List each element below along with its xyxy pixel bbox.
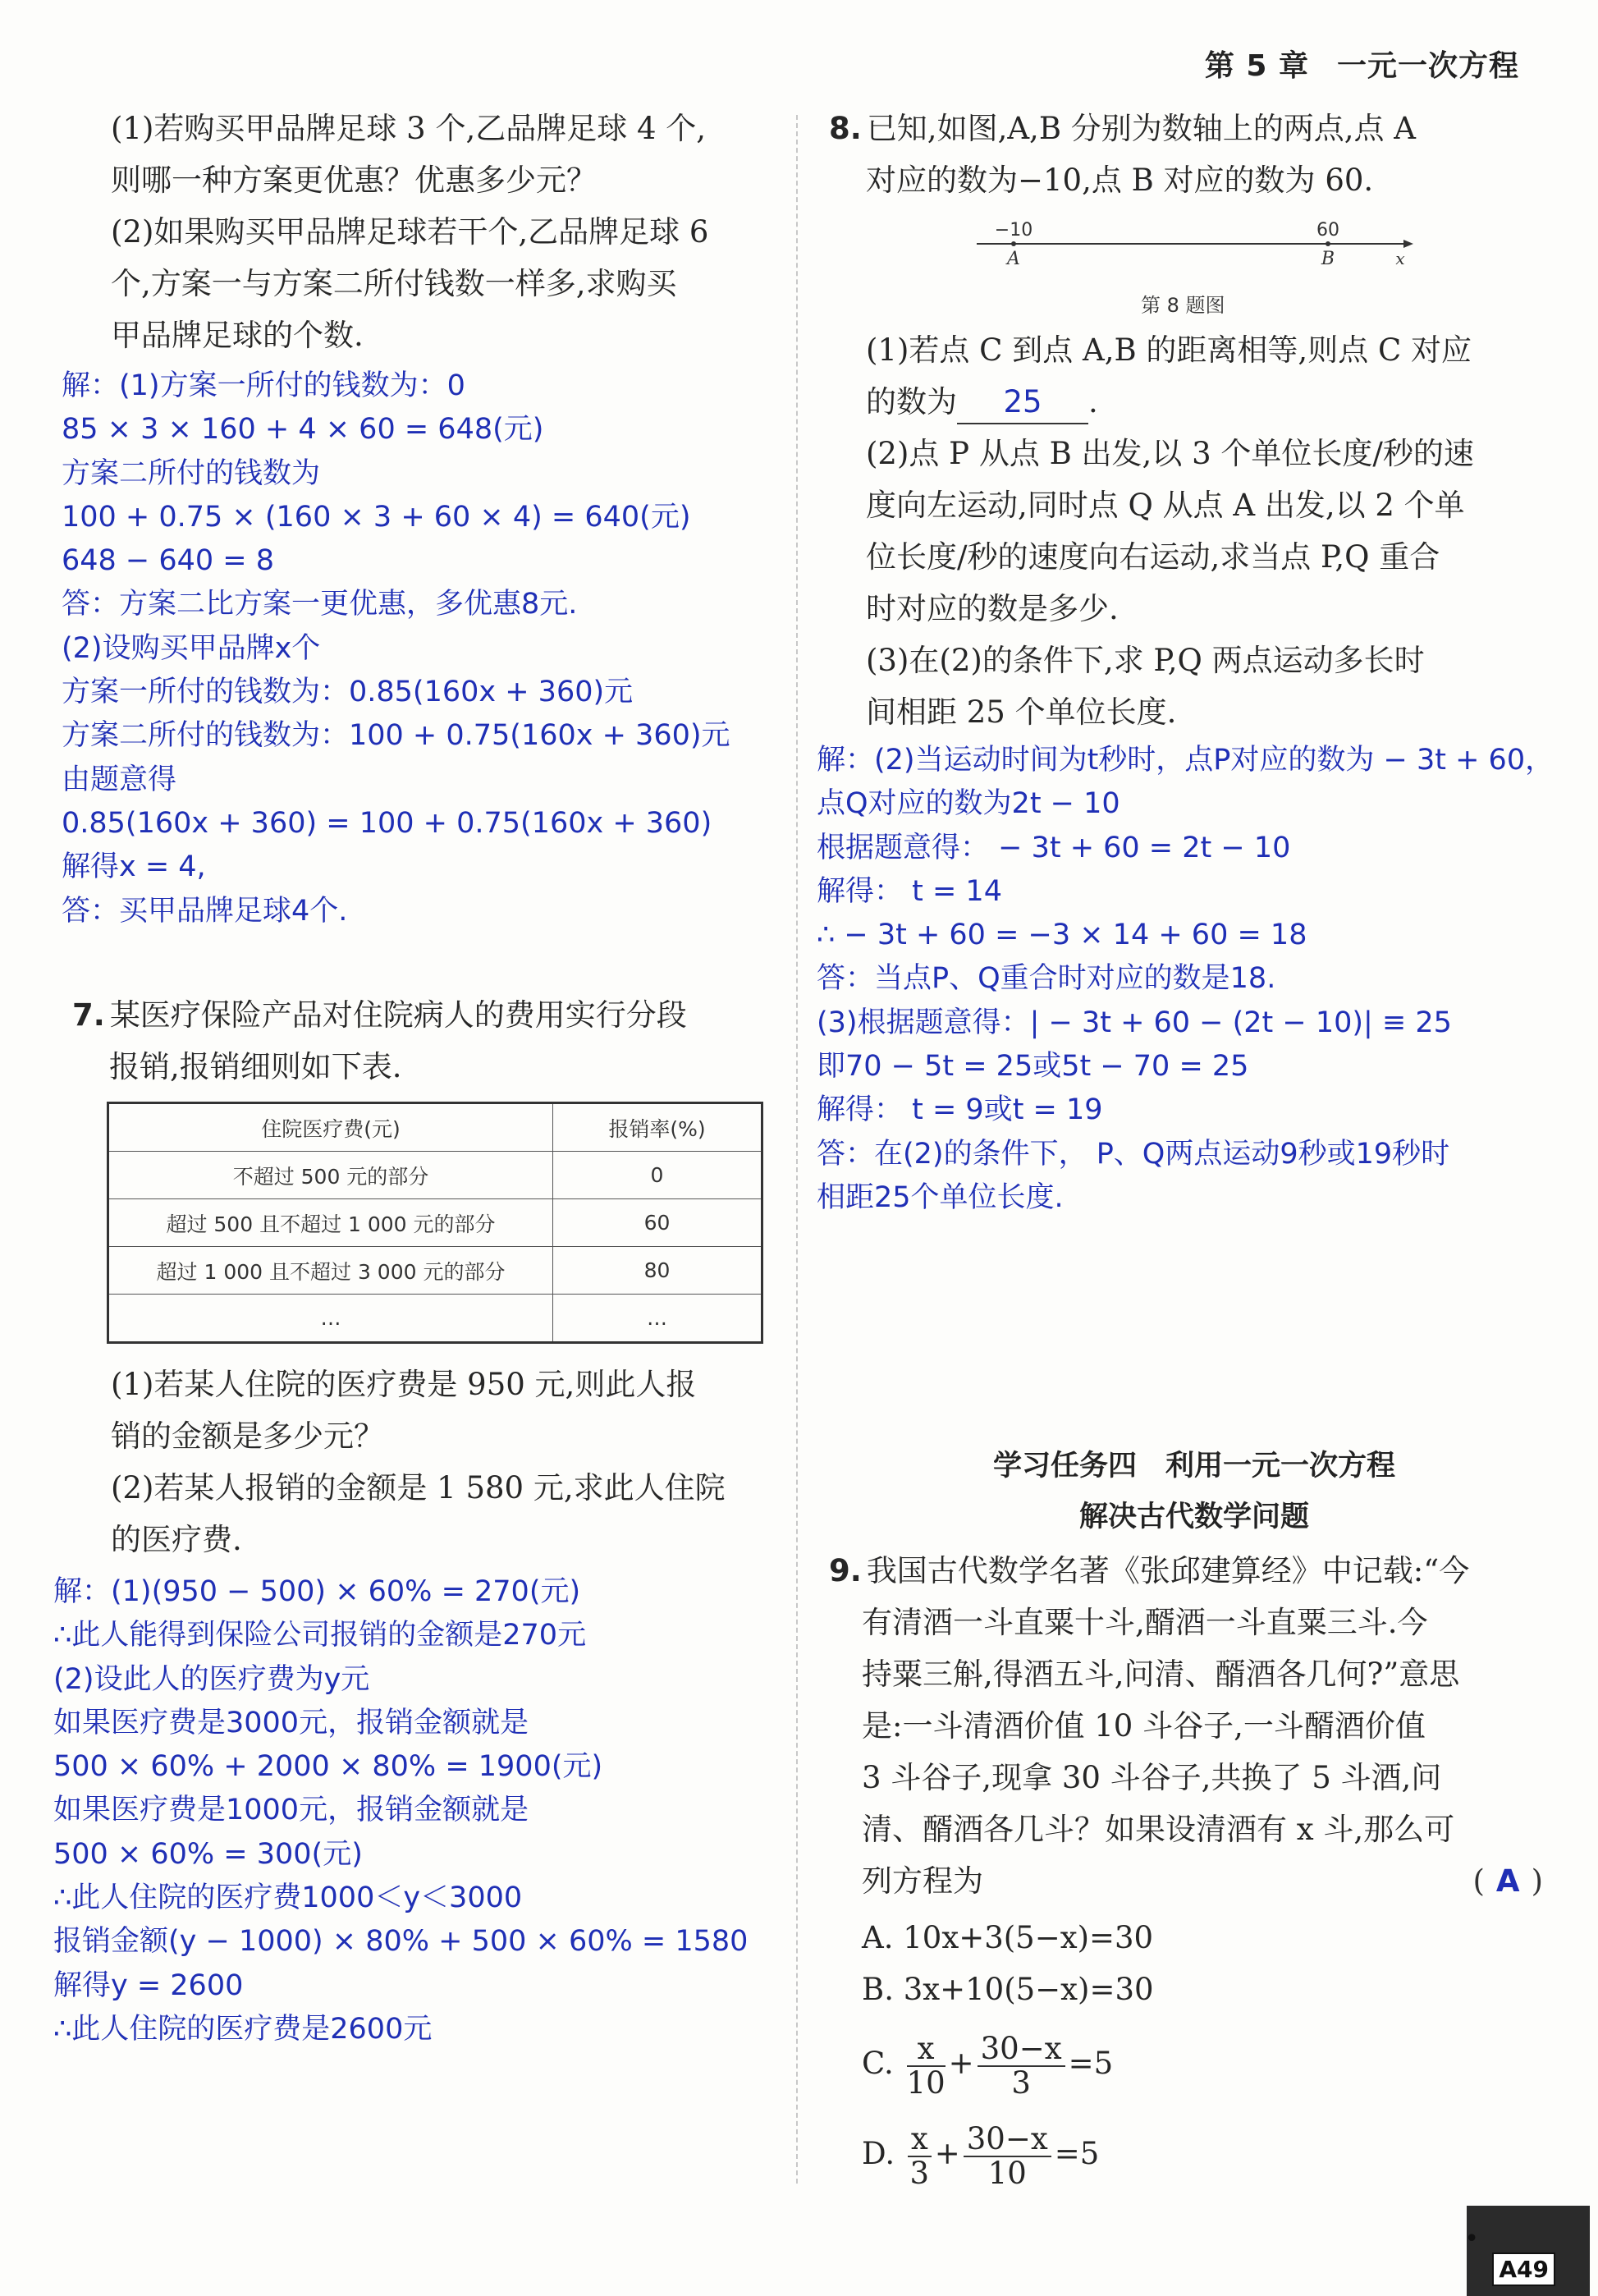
answer-bracket: ( A )	[1472, 1863, 1543, 1899]
point-a-label: A	[1007, 249, 1020, 269]
answer-line: 方案二所付的钱数为：100 + 0.75(160x + 360)元	[62, 719, 730, 753]
answer-line: 如果医疗费是1000元，报销金额就是	[53, 1794, 529, 1827]
answer-line: 解得x = 4,	[62, 850, 206, 884]
answer-line: 解得： t = 14	[817, 874, 1002, 908]
answer-line: (2)设购买甲品牌x个	[62, 631, 321, 665]
table-row	[108, 1295, 762, 1343]
answer-line: 500 × 60% + 2000 × 80% = 1900(元)	[53, 1750, 603, 1784]
fraction: $\frac{x}{10}$	[906, 2030, 946, 2101]
fraction: $\frac{30-x}{10}$	[964, 2123, 1051, 2190]
answer-line: 方案一所付的钱数为：0.85(160x + 360)元	[62, 676, 634, 709]
question-line: (1)若购买甲品牌足球 3 个,乙品牌足球 4 个,	[111, 111, 707, 146]
point-a-value: −10	[994, 220, 1033, 241]
column-divider	[796, 115, 798, 2184]
option-b: B. 3x+10(5−x)=30	[862, 1972, 1154, 2007]
table-cell: 80	[553, 1247, 762, 1295]
number-line-figure	[960, 215, 1420, 273]
answer-line: 解得： t = 9或t = 19	[817, 1093, 1103, 1127]
answer-line: ∴此人住院的医疗费是2600元	[53, 2012, 433, 2046]
question-line: (1)若某人住院的医疗费是 950 元,则此人报	[111, 1367, 697, 1402]
answer-line: ∴此人能得到保险公司报销的金额是270元	[53, 1619, 587, 1652]
figure-caption: 第 8 题图	[1141, 294, 1225, 317]
page-number: A49	[1492, 2252, 1555, 2286]
question-line: 销的金额是多少元？	[111, 1418, 384, 1454]
problem-9	[829, 1545, 1568, 2191]
table-cell: 超过 500 且不超过 1 000 元的部分	[108, 1199, 553, 1247]
table-cell: 不超过 500 元的部分	[108, 1152, 553, 1199]
answer-line: 相距25个单位长度.	[817, 1180, 1064, 1214]
table-row	[108, 1247, 762, 1295]
option-c: C. $\frac{x}{10}$ + $\frac{30-x}{3}$ =5	[862, 2030, 1114, 2101]
answer-line: 85 × 3 × 160 + 4 × 60 = 648(元)	[62, 413, 544, 447]
question-line: (2)点 P 从点 B 出发,以 3 个单位长度/秒的速	[866, 436, 1474, 471]
stem-line: 3 斗谷子,现拿 30 斗谷子,共换了 5 斗酒,问	[862, 1760, 1442, 1795]
problem-7-questions	[78, 1359, 784, 1565]
table-cell: 0	[553, 1152, 762, 1199]
stem-line: 是:一斗清酒价值 10 斗谷子,一斗醑酒价值	[862, 1708, 1426, 1744]
question-line: 度向左运动,同时点 Q 从点 A 出发,以 2 个单	[866, 488, 1465, 523]
option-d: D. $\frac{x}{3}$ + $\frac{30-x}{10}$ =5	[862, 2120, 1100, 2191]
question-line: 时对应的数是多少.	[866, 591, 1119, 626]
answer-line: 点Q对应的数为2t − 10	[817, 787, 1120, 821]
point-b-marker	[1326, 241, 1330, 246]
answer-line: 即70 − 5t = 25或5t − 70 = 25	[817, 1050, 1249, 1084]
answer-line: 解：(1)(950 − 500) × 60% = 270(元)	[53, 1575, 581, 1608]
answer-line: ∴此人住院的医疗费1000＜y＜3000	[53, 1881, 523, 1915]
point-a-marker	[1011, 241, 1016, 246]
table-header-cell: 报销率(%)	[553, 1103, 762, 1152]
answer-line: 答：当点P、Q重合时对应的数是18.	[817, 962, 1276, 996]
answer-line: 解：(2)当运动时间为t秒时，点P对应的数为 − 3t + 60，	[817, 744, 1555, 777]
answer-line: 答：在(2)的条件下， P、Q两点运动9秒或19秒时	[817, 1137, 1450, 1171]
answer-line: 答：买甲品牌足球4个.	[62, 894, 348, 928]
axis-arrow-icon	[1403, 240, 1413, 248]
question-line: (2)若某人报销的金额是 1 580 元,求此人住院	[111, 1470, 726, 1505]
answer-line: 648 − 640 = 8	[62, 544, 275, 578]
question-line: 个,方案一与方案二所付钱数一样多,求购买	[111, 266, 677, 301]
problem-6-questions	[78, 103, 784, 361]
stem-line: 某医疗保险产品对住院病人的费用实行分段	[109, 997, 687, 1033]
stem-line: 报销,报销细则如下表.	[109, 1049, 402, 1084]
answer-line: (3)根据题意得：| − 3t + 60 − (2t − 10)| ≡ 25	[817, 1006, 1452, 1039]
stem-line: 列方程为	[862, 1863, 983, 1899]
table-cell: …	[553, 1295, 762, 1343]
stem-line: 对应的数为−10,点 B 对应的数为 60.	[866, 163, 1374, 198]
problem-number: 8.	[829, 111, 862, 146]
question-line: 则哪一种方案更优惠？优惠多少元？	[111, 163, 597, 198]
answer-line: 500 × 60% = 300(元)	[53, 1837, 363, 1871]
question-line: (2)如果购买甲品牌足球若干个,乙品牌足球 6	[111, 214, 709, 250]
chapter-header	[1205, 43, 1519, 85]
table-cell: 60	[553, 1199, 762, 1247]
question-line: (3)在(2)的条件下,求 P,Q 两点运动多长时	[866, 643, 1425, 678]
question-line: (1)若点 C 到点 A,B 的距离相等,则点 C 对应	[866, 332, 1472, 368]
fraction: $\frac{30-x}{3}$	[978, 2032, 1065, 2100]
problem-6-answer	[62, 364, 784, 933]
chapter-title: 一元一次方程	[1336, 49, 1519, 83]
problem-number: 7.	[72, 997, 105, 1033]
answer-line: 根据题意得： − 3t + 60 = 2t − 10	[817, 831, 1291, 864]
axis-label: x	[1395, 249, 1405, 268]
table-row	[108, 1199, 762, 1247]
table-header-cell: 住院医疗费(元)	[108, 1103, 553, 1152]
option-a: A. 10x+3(5−x)=30	[862, 1920, 1154, 1955]
problem-8-questions	[829, 324, 1559, 738]
point-b-label: B	[1321, 249, 1335, 269]
answer-line: 方案二所付的钱数为	[62, 456, 321, 490]
answer-line: (2)设此人的医疗费为y元	[53, 1662, 370, 1696]
section-heading	[829, 1441, 1559, 1542]
section-title-line: 学习任务四 利用一元一次方程	[992, 1450, 1395, 1483]
bullet-dot: •	[1464, 2225, 1479, 2253]
answer-line: 由题意得	[62, 763, 177, 796]
section-title-line: 解决古代数学问题	[1078, 1501, 1309, 1533]
question-line: 位长度/秒的速度向右运动,求当点 P,Q 重合	[866, 539, 1440, 575]
fraction: $\frac{x}{3}$	[908, 2123, 932, 2190]
stem-line: 我国古代数学名著《张邱建算经》中记载:“今	[866, 1553, 1470, 1588]
table-row	[108, 1152, 762, 1199]
answer-line: 100 + 0.75 × (160 × 3 + 60 × 4) = 640(元)	[62, 500, 691, 534]
problem-7-answer	[53, 1570, 784, 2051]
question-line-end: .	[1088, 384, 1098, 419]
table-cell: …	[108, 1295, 553, 1343]
choice-answer: A	[1495, 1863, 1520, 1899]
stem-line: 已知,如图,A,B 分别为数轴上的两点,点 A	[866, 111, 1417, 146]
stem-line: 持粟三斛,得酒五斗,问清、醑酒各几何?”意思	[862, 1657, 1460, 1692]
question-line: 甲品牌足球的个数.	[111, 318, 364, 353]
problem-8-stem	[829, 103, 1559, 206]
answer-line: 0.85(160x + 360) = 100 + 0.75(160x + 360)	[62, 806, 712, 840]
answer-line: 答：方案二比方案一更优惠，多优惠8元.	[62, 588, 578, 621]
stem-line: 清、醑酒各几斗？如果设清酒有 x 斗,那么可	[862, 1812, 1455, 1847]
table-cell: 超过 1 000 且不超过 3 000 元的部分	[108, 1247, 553, 1295]
answer-line: ∴ − 3t + 60 = −3 × 14 + 60 = 18	[817, 919, 1307, 952]
problem-7-stem	[72, 989, 786, 1093]
question-line: 间相距 25 个单位长度.	[866, 694, 1177, 730]
problem-number: 9.	[829, 1553, 862, 1588]
stem-line: 有清酒一斗直粟十斗,醑酒一斗直粟三斗.今	[862, 1605, 1428, 1640]
problem-8-answer	[817, 739, 1572, 1220]
question-line: 的数为	[866, 384, 957, 419]
point-b-value: 60	[1316, 220, 1339, 241]
table-header-row	[108, 1103, 762, 1152]
chapter-number: 第 5 章	[1204, 49, 1309, 83]
answer-line: 报销金额(y − 1000) × 80% + 500 × 60% = 1580	[53, 1925, 749, 1959]
answer-line: 如果医疗费是3000元，报销金额就是	[53, 1706, 529, 1739]
question-line: 的医疗费.	[111, 1522, 242, 1557]
reimbursement-table	[107, 1102, 763, 1344]
answer-line: 解得y = 2600	[53, 1968, 244, 2002]
answer-blank: 25	[957, 382, 1088, 424]
answer-line: 解：(1)方案一所付的钱数为：0	[62, 369, 465, 402]
